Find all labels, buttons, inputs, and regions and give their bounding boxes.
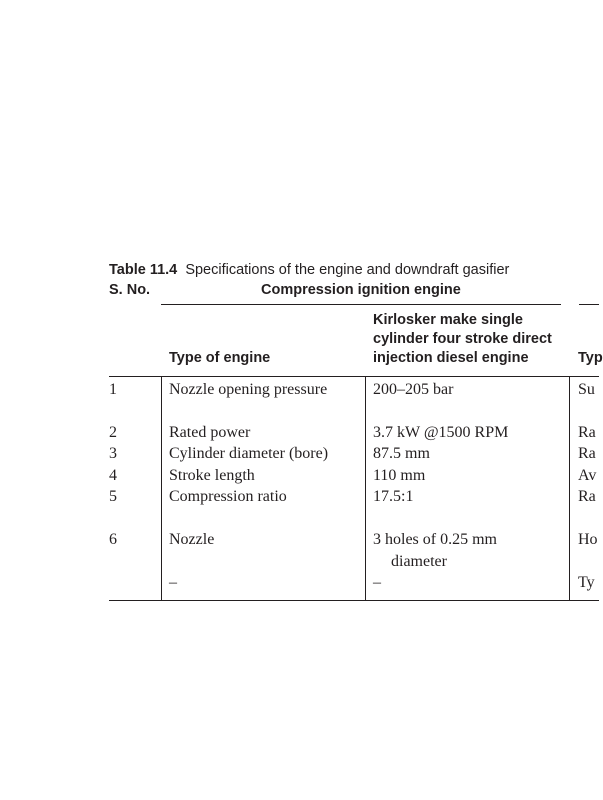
row-2-sno: 2: [109, 424, 117, 441]
table-bottom-rule: [109, 600, 599, 601]
column-divider-3: [569, 376, 570, 600]
header-group-rule: [161, 304, 561, 305]
row-7-value: –: [373, 574, 381, 591]
row-1-sno: 1: [109, 381, 117, 398]
row-3-param: Cylinder diameter (bore): [169, 445, 329, 462]
row-2-param: Rated power: [169, 424, 251, 441]
row-6-value-continued: diameter: [391, 553, 447, 570]
row-5-param: Compression ratio: [169, 488, 287, 505]
row-1-param: Nozzle opening pressure: [169, 381, 328, 398]
header-value-line-2: cylinder four stroke direct: [373, 331, 552, 347]
row-6-value: 3 holes of 0.25 mm: [373, 531, 497, 548]
row-7-next: Ty: [578, 574, 595, 591]
row-4-sno: 4: [109, 467, 117, 484]
row-5-next: Ra: [578, 488, 596, 505]
header-compression-ignition-engine: Compression ignition engine: [261, 282, 461, 298]
row-6-param: Nozzle: [169, 531, 215, 548]
row-5-value: 17.5:1: [373, 488, 414, 505]
header-sno: S. No.: [109, 282, 151, 298]
header-group-rule-next: [579, 304, 599, 305]
row-4-param: Stroke length: [169, 467, 255, 484]
header-value-line-1: Kirlosker make single: [373, 312, 523, 328]
table-caption-text: Specifications of the engine and downdraft gasifier: [185, 262, 510, 278]
row-3-sno: 3: [109, 445, 117, 462]
table-caption: [109, 262, 509, 278]
header-bottom-rule: [109, 376, 599, 377]
row-2-next: Ra: [578, 424, 596, 441]
column-divider-1: [161, 376, 162, 600]
row-3-value: 87.5 mm: [373, 445, 430, 462]
row-7-param: –: [169, 574, 177, 591]
row-5-sno: 5: [109, 488, 117, 505]
row-1-next: Su: [578, 381, 595, 398]
row-4-value: 110 mm: [373, 467, 426, 484]
column-divider-2: [365, 376, 366, 600]
row-6-next: Ho: [578, 531, 598, 548]
row-3-next: Ra: [578, 445, 596, 462]
header-value-line-3: injection diesel engine: [373, 350, 529, 366]
row-4-next: Av: [578, 467, 597, 484]
row-1-value: 200–205 bar: [373, 381, 454, 398]
row-6-sno: 6: [109, 531, 117, 548]
row-2-value: 3.7 kW @1500 RPM: [373, 424, 509, 441]
header-next-column-partial: Typ: [578, 350, 603, 366]
table-caption-label: Table 11.4: [109, 262, 178, 278]
header-type-of-engine: Type of engine: [169, 350, 271, 366]
